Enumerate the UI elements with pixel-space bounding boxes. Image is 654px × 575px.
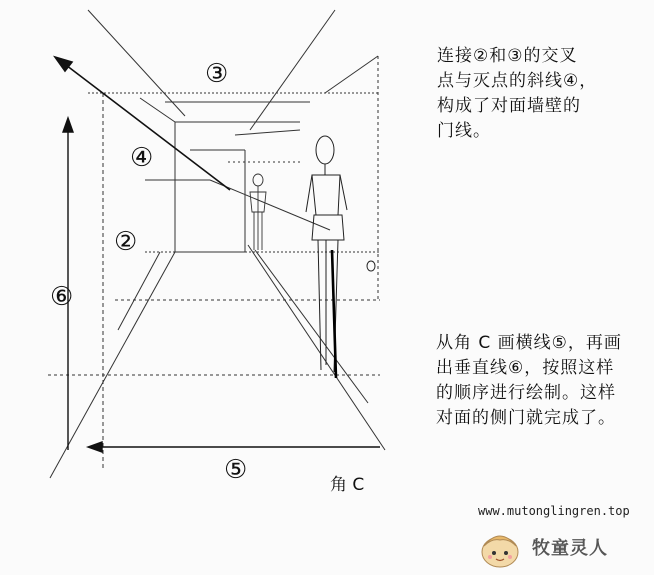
floor-right-edge: [248, 245, 385, 450]
label-3: ③: [205, 59, 229, 89]
mascot-logo-icon: [476, 524, 524, 570]
watermark-brand: [476, 524, 646, 570]
arrowhead-up-icon: [63, 118, 73, 132]
large-figure-sketch: [306, 136, 375, 378]
instruction-note-top: 连接②和③的交叉 点与灭点的斜线④， 构成了对面墙壁的 门线。: [437, 46, 598, 141]
horizontal-line-5: [88, 442, 380, 452]
label-4: ④: [130, 143, 154, 173]
watermark-url: www.mutonglingren.top: [478, 504, 630, 518]
arrowhead-up-left-icon: [55, 57, 72, 71]
label-5: ⑤: [224, 455, 248, 485]
ceiling-right-corner: [325, 56, 378, 93]
label-6: ⑥: [50, 282, 74, 312]
label-2: ②: [114, 227, 138, 257]
arrowhead-left-icon: [88, 442, 102, 452]
floor-right-inner: [255, 250, 368, 403]
small-figure-sketch: [250, 174, 266, 250]
ceiling-guideline-b: [235, 130, 300, 135]
corner-c-label: 角 C: [330, 475, 365, 495]
watermark-brand-text: 牧童灵人: [532, 538, 608, 559]
ceiling-diagonal-right: [250, 10, 335, 130]
instruction-note-bottom: 从角 C 画横线⑤，再画 出垂直线⑥，按照这样 的顺序进行绘制。这样 对面的侧门就完成了。: [436, 333, 622, 428]
